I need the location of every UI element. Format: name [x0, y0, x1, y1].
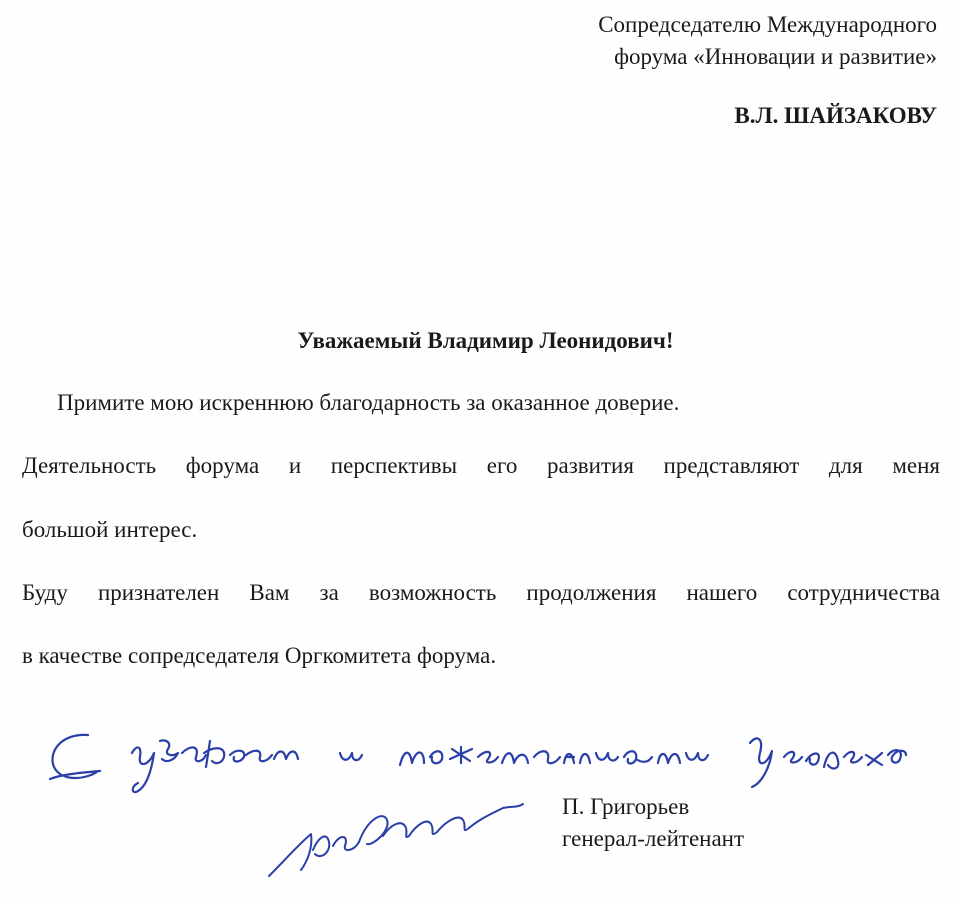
body-paragraph-1: Примите мою искреннюю благодарность за оказанное доверие. [57, 390, 680, 415]
body-paragraph-3-line-1: Буду признателен Вам за возможность продолжения нашего сотрудничества [22, 580, 940, 605]
addressee-title-line-1: Сопредседателю Международного [598, 12, 937, 37]
signer-rank: генерал-лейтенант [562, 826, 745, 851]
addressee-title-line-2: форума «Инновации и развитие» [614, 44, 937, 69]
body-paragraph-2-line-1: Деятельность форума и перспективы его развития представляют для меня [22, 453, 940, 478]
salutation: Уважаемый Владимир Леонидович! [297, 328, 674, 353]
addressee-name: В.Л. ШАЙЗАКОВУ [734, 103, 937, 128]
body-paragraph-3-line-2: в качестве сопредседателя Оргкомитета форума. [22, 643, 497, 668]
handwritten-signature [255, 790, 545, 890]
body-paragraph-2-line-2: большой интерес. [22, 517, 198, 542]
signer-name: П. Григорьев [562, 794, 690, 819]
